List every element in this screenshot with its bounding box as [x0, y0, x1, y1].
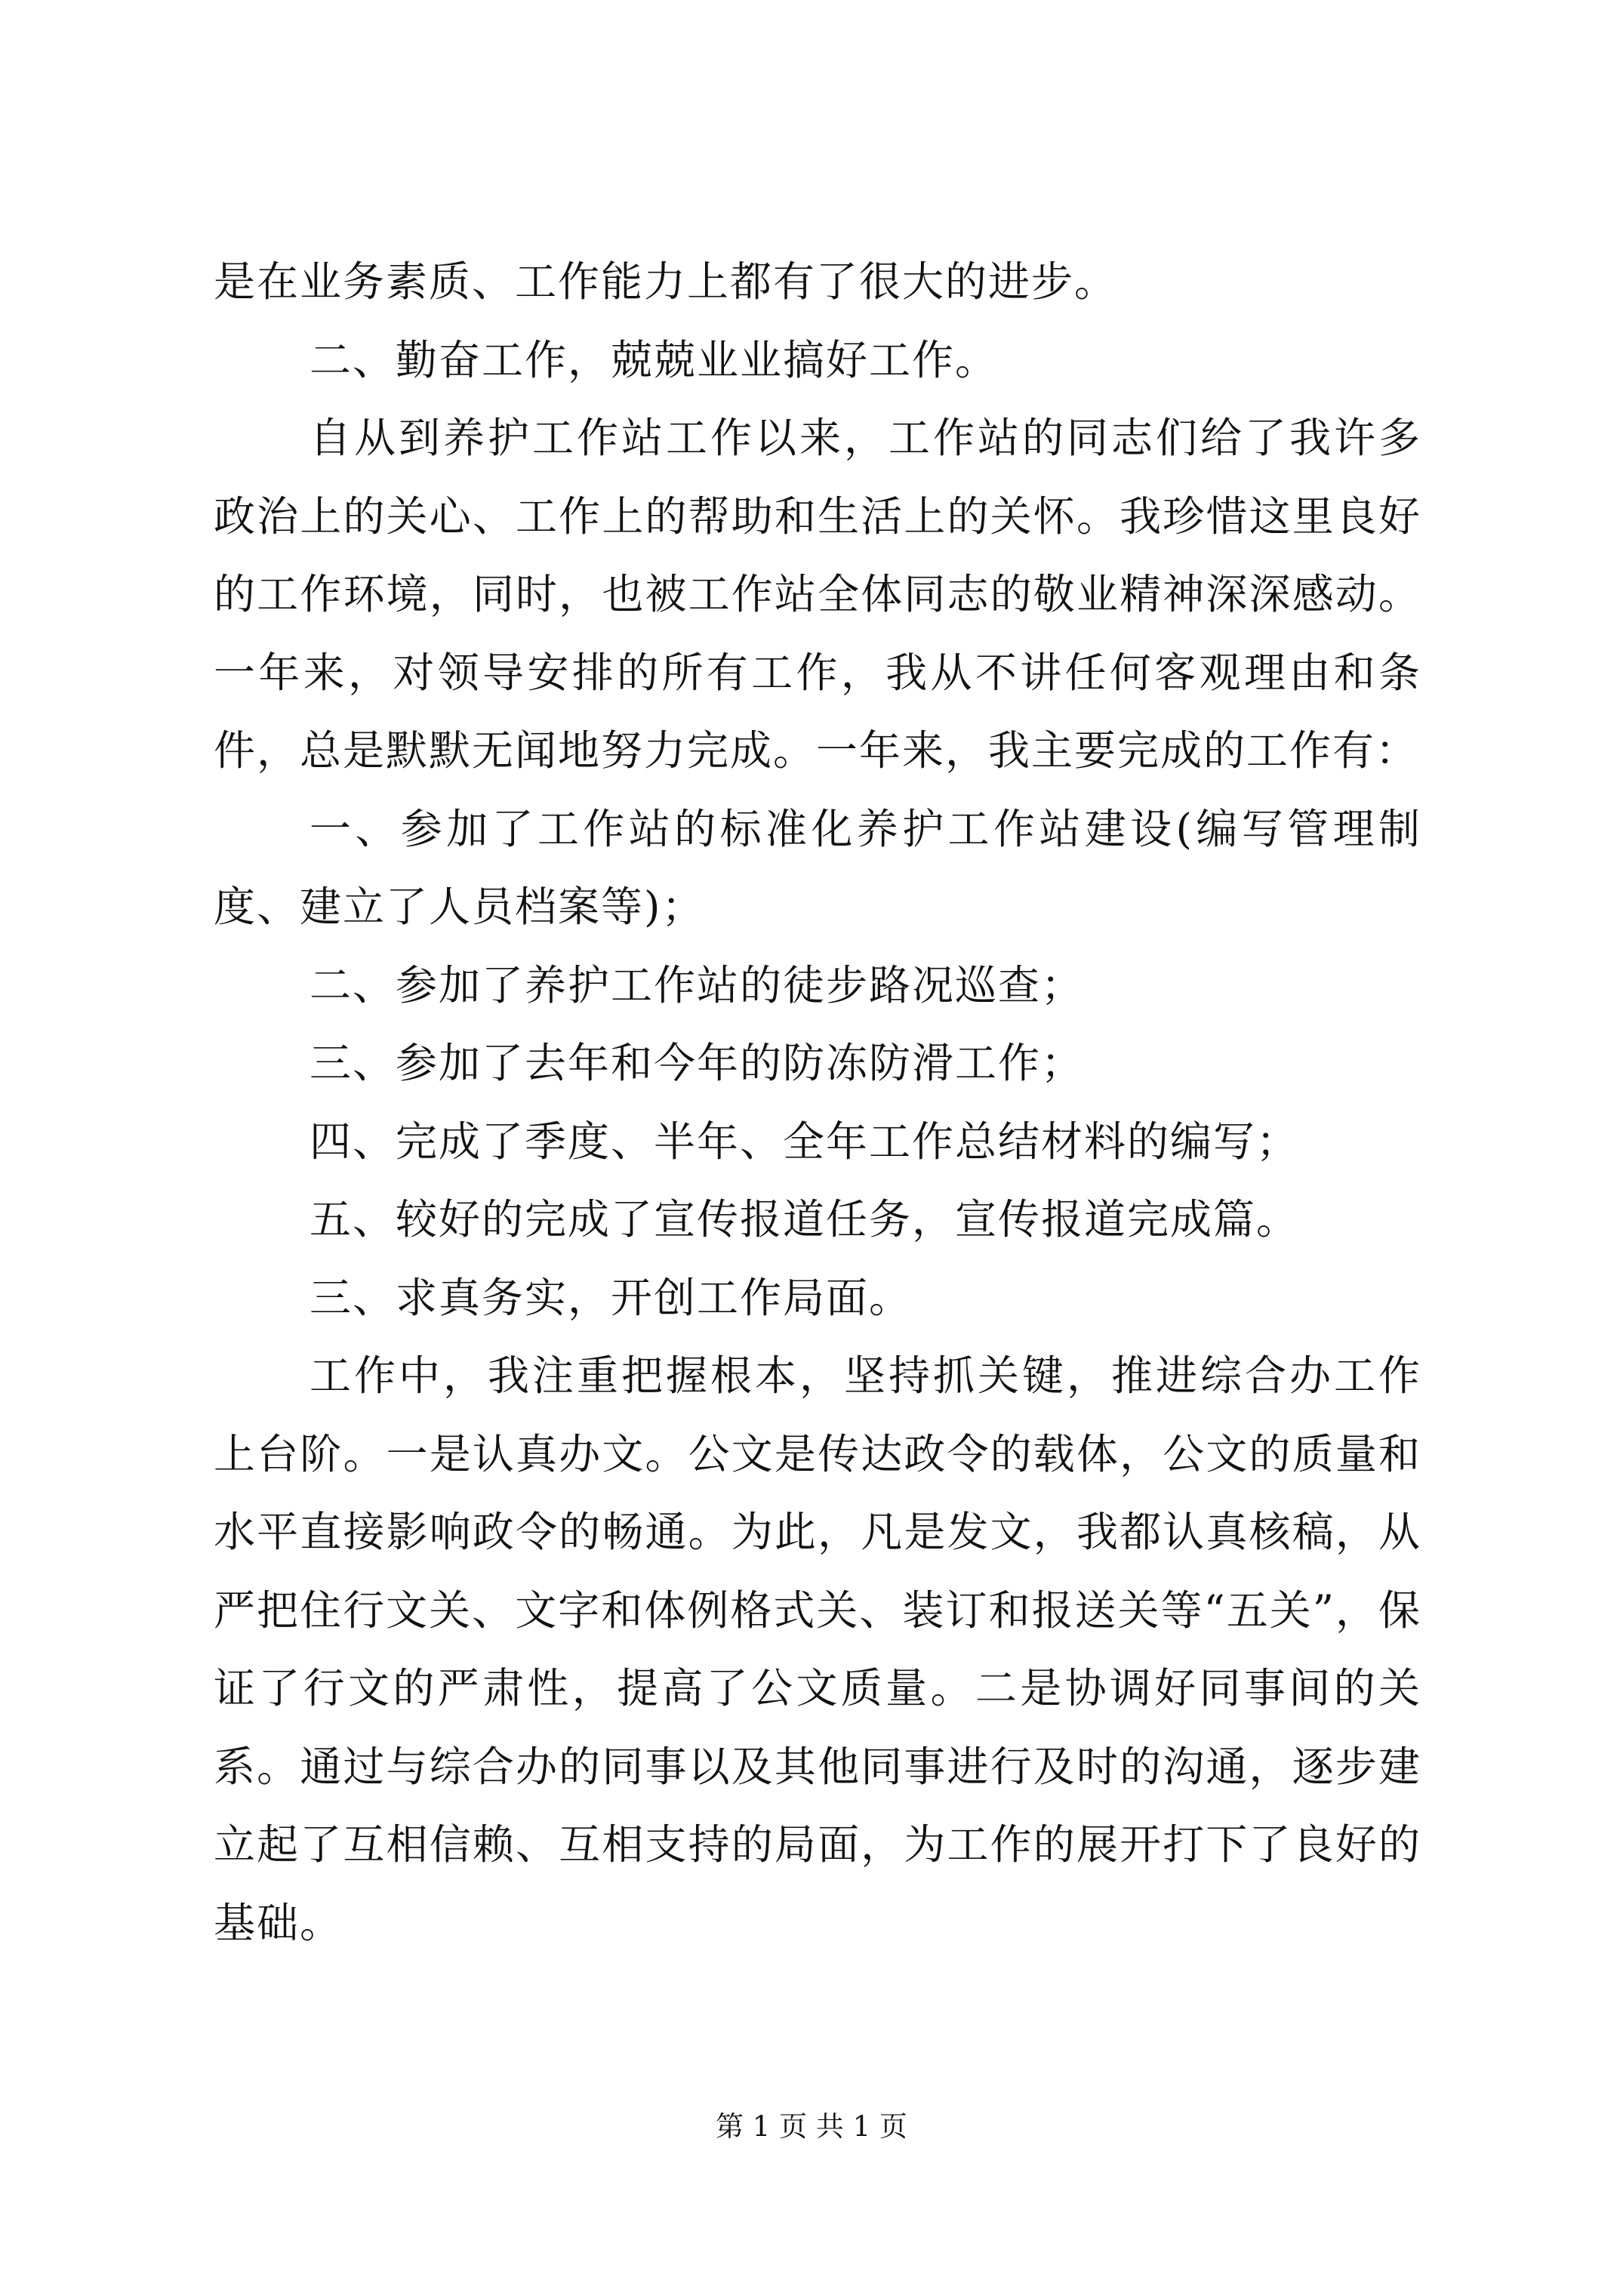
- list-item: 二、参加了养护工作站的徒步路况巡查；: [310, 960, 1085, 1009]
- page-footer: [0, 2108, 1623, 2146]
- section-heading: 三、求真务实，开创工作局面。: [310, 1273, 913, 1322]
- page-number: 第 1 页 共 1 页: [716, 2110, 907, 2143]
- section-heading: 二、勤奋工作，兢兢业业搞好工作。: [310, 335, 999, 384]
- list-item: 五、较好的完成了宣传报道任务，宣传报道完成篇。: [310, 1195, 1300, 1244]
- paragraph: 工作中，我注重把握根本，坚持抓关键，推进综合办工作上台阶。一是认真办文。公文是传达政令的载体，公文的质量和水平直接影响政令的畅通。为此，凡是发文，我都认真核稿，从严把住行文关、文字和体例格式关、装订和报送关等“五关”，保证了行文的严肃性，提高了公文质量。二是协调好同事间的关系。通过与综合办的同事以及其他同事进行及时的沟通，逐步建立起了互相信赖、互相支持的局面，为工作的展开打下了良好的基础。: [214, 1351, 1421, 1947]
- list-item: 一、参加了工作站的标准化养护工作站建设(编写管理制度、建立了人员档案等)；: [214, 804, 1421, 931]
- list-item: 三、参加了去年和今年的防冻防滑工作；: [310, 1039, 1085, 1087]
- document-body: [214, 243, 1421, 1962]
- paragraph: 自从到养护工作站工作以来，工作站的同志们给了我许多政治上的关心、工作上的帮助和生活上的关怀。我珍惜这里良好的工作环境，同时，也被工作站全体同志的敬业精神深深感动。一年来，对领导安排的所有工作，我从不讲任何客观理由和条件，总是默默无闻地努力完成。一年来，我主要完成的工作有：: [214, 414, 1421, 775]
- list-item: 四、完成了季度、半年、全年工作总结材料的编写；: [310, 1117, 1300, 1166]
- paragraph: 是在业务素质、工作能力上都有了很大的进步。: [214, 257, 1118, 306]
